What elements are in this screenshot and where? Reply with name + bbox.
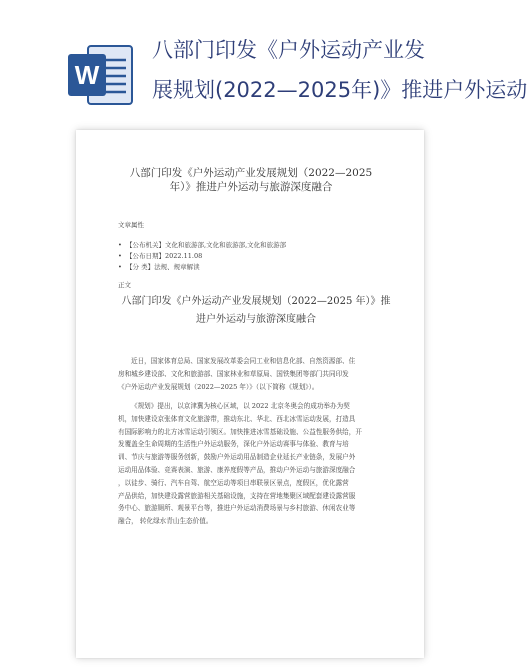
paragraph-line: 《规划》提出，以京津冀为核心区域，以 2022 北京冬奥会的成功举办为契: [131, 402, 350, 410]
paragraph-line: 机，加快建设京张体育文化旅游带，推动东北、华北、西北冰雪运动发展，打造具: [118, 414, 356, 423]
paragraph-2: [118, 400, 390, 528]
banner-title-line-2: 展规划(2022—2025年)》推进户外运动: [152, 78, 527, 102]
attributes-list: [118, 240, 398, 273]
attribute-date: • 【公布日期】2022.11.08: [118, 251, 398, 262]
paragraph-line: 《户外运动产业发展规划（2022—2025 年）》（以下简称《规划》）。: [118, 382, 319, 391]
document-title-line-2: 年）》推进户外运动与旅游深度融合: [169, 181, 333, 193]
body-label: 正文: [118, 281, 131, 289]
document-title-line-1: 八部门印发《户外运动产业发展规划（2022—2025: [129, 167, 373, 179]
banner-title-line-1: 八部门印发《户外运动产业发: [152, 38, 425, 62]
paragraph-line: 有国际影响力的北方冰雪运动引领区。加快推进冰雪基础设施、公益性服务供给，开: [118, 427, 362, 436]
paragraph-line: 务中心、旅游厕所、观景平台等，推进户外运动消费场景与乡村旅游、休闲农业等: [118, 504, 356, 513]
paragraph-line: 发覆盖全生命周期的生活性户外运动服务，深化户外运动赛事与体验、教育与培: [118, 440, 349, 449]
attribute-category: • 【分 类】法规、规章解读: [118, 262, 398, 273]
document-title: [106, 166, 396, 194]
paragraph-line: 房和城乡建设部、文化和旅游部、国家林业和草原局、国铁集团等部门共同印发: [118, 369, 349, 378]
paragraph-line: 产品供给，加快建设露营旅游相关基础设施，支持在营地集聚区域配套建设露营服: [118, 491, 356, 500]
body-title-line-2: 进户外运动与旅游深度融合: [196, 314, 316, 325]
word-document-icon: [66, 40, 136, 110]
paragraph-line: 近日，国家体育总局、国家发展改革委会同工业和信息化部、自然资源部、住: [131, 357, 356, 365]
attribute-publisher: • 【公布机关】文化和旅游部,文化和旅游部,文化和旅游部: [118, 240, 398, 251]
paragraph-line: ，以徒步、骑行、汽车自驾、航空运动等项目串联景区景点，度假区，优化露营: [118, 478, 349, 487]
document-banner: [0, 0, 527, 150]
body-title: [112, 293, 400, 329]
paragraph-line: 训、节庆与旅游等服务创新，鼓励户外运动用品制造企业延长产业链条，发展户外: [118, 453, 356, 462]
paragraph-line: 运动用品体验、竞赛表演、旅游、康养度假等产品，推动户外运动与旅游深度融合: [118, 465, 356, 474]
paragraph-1: [118, 355, 390, 393]
attributes-label: 文章属性: [118, 221, 144, 229]
body-title-line-1: 八部门印发《户外运动产业发展规划（2022—2025 年）》推: [121, 296, 391, 307]
svg-text:W: W: [74, 60, 100, 90]
paragraph-line: 融合， 转化绿水青山生态价值。: [118, 517, 213, 526]
document-page: [76, 130, 424, 658]
banner-title: [152, 30, 527, 110]
